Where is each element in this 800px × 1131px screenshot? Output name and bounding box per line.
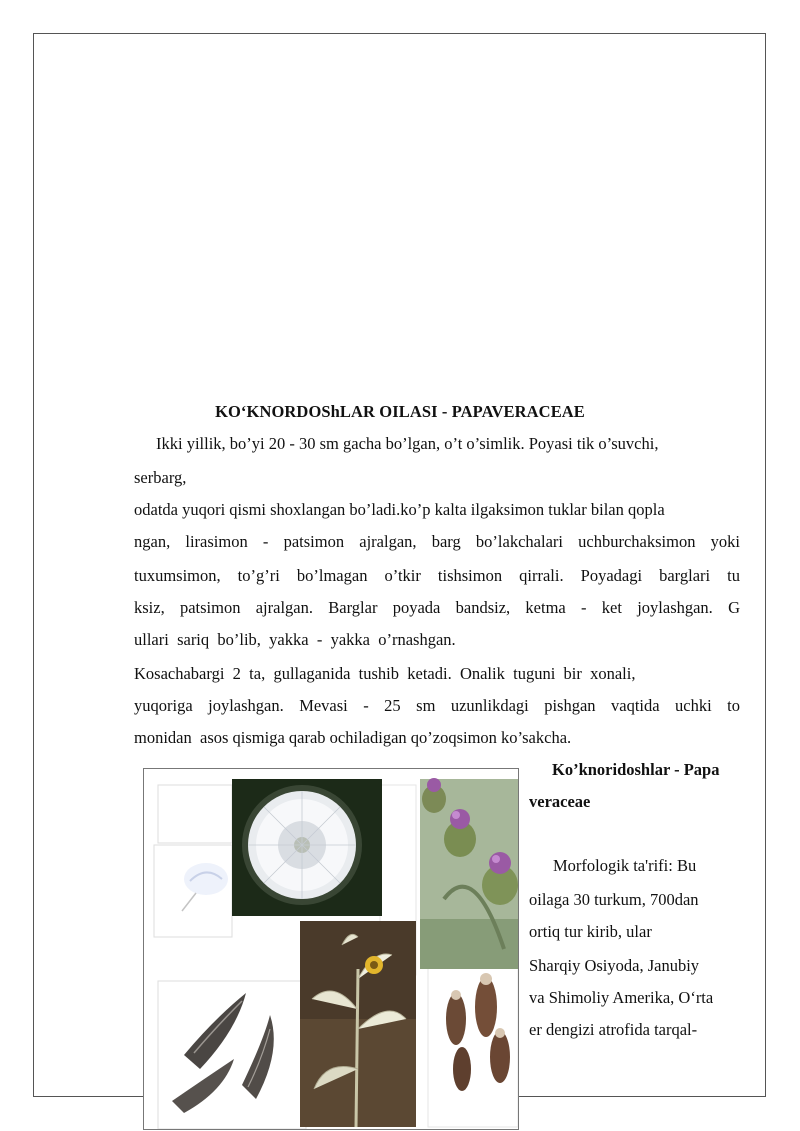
- side-text-line-6: er dengizi atrofida tarqal-: [529, 1020, 698, 1039]
- side-text-line-2: oilaga 30 turkum, 700dan: [529, 890, 699, 909]
- paragraph-line-1: Ikki yillik, bo’yi 20 - 30 sm gacha bo’lgan, o’t o’simlik. Poyasi tik o’suvchi,: [156, 434, 659, 453]
- side-heading-line-2: veraceae: [529, 792, 591, 811]
- paragraph-line-4: ngan, lirasimon - patsimon ajralgan, barg bo’lakchalari uchburchaksimon yoki: [134, 532, 740, 551]
- paragraph-line-7: ullari sariq bo’lib, yakka - yakka o’rnashgan.: [134, 630, 456, 649]
- paragraph-line-10: monidan asos qismiga qarab ochiladigan qo’zoqsimon ko’sakcha.: [134, 728, 572, 747]
- side-heading-line-1: Ko’knoridoshlar - Papa: [552, 760, 720, 779]
- paragraph-line-5: tuxumsimon, to’g’ri bo’lmagan o’tkir tishsimon qirrali. Poyadagi barglari tu: [134, 566, 740, 585]
- side-text-line-5: va Shimoliy Amerika, O‘rta: [529, 988, 714, 1007]
- section-heading: KO‘KNORDOShLAR OILASI - PAPAVERACEAE: [215, 402, 585, 421]
- plant-photo-collage: [143, 768, 519, 1130]
- side-text-line-3: ortiq tur kirib, ular: [529, 922, 652, 941]
- thistle-photo: [420, 778, 519, 969]
- side-text-line-1: Morfologik ta'rifi: Bu: [553, 856, 697, 875]
- side-text-line-4: Sharqiy Osiyoda, Janubiy: [529, 956, 700, 975]
- paragraph-line-9: yuqoriga joylashgan. Mevasi - 25 sm uzunlikdagi pishgan vaqtida uchki to: [134, 696, 740, 715]
- paragraph-line-3: odatda yuqori qismi shoxlangan bo’ladi.ko’p kalta ilgaksimon tuklar bilan qopla: [134, 500, 665, 519]
- flowering-plant-photo: [300, 921, 416, 1127]
- paragraph-line-2: serbarg,: [134, 468, 187, 487]
- dandelion-photo: [232, 779, 382, 916]
- paragraph-line-8: Kosachabargi 2 ta, gullaganida tushib ketadi. Onalik tuguni bir xonali,: [134, 664, 636, 683]
- paragraph-line-6: ksiz, patsimon ajralgan. Barglar poyada bandsiz, ketma - ket joylashgan. G: [134, 598, 740, 617]
